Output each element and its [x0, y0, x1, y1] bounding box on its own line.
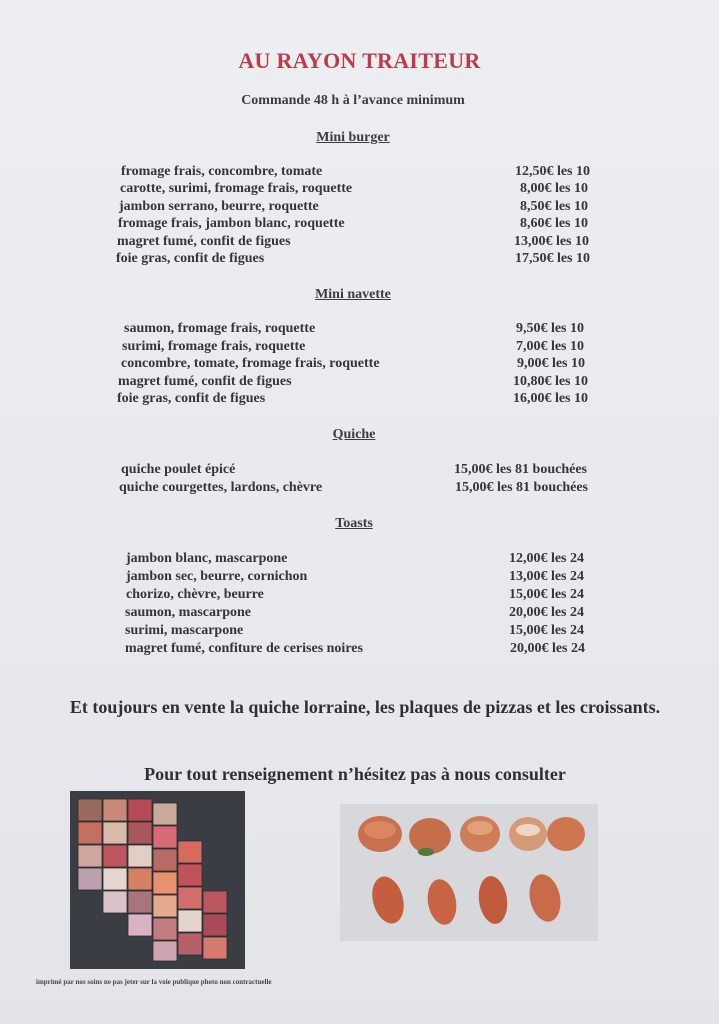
item-name: jambon sec, beurre, cornichon — [126, 569, 308, 584]
item-price: 12,00€ les 24 — [508, 551, 584, 566]
section-heading-mini-burger: Mini burger — [316, 130, 390, 145]
item-name: foie gras, confit de figues — [117, 391, 266, 406]
item-name: chorizo, chèvre, beurre — [126, 587, 264, 602]
item-name: jambon serrano, beurre, roquette — [119, 199, 319, 214]
menu-item — [119, 199, 588, 217]
item-price: 15,00€ les 81 bouchées — [455, 480, 588, 495]
item-name: fromage frais, jambon blanc, roquette — [118, 216, 345, 231]
item-name: carotte, surimi, fromage frais, roquette — [120, 181, 353, 196]
item-name: concombre, tomate, fromage frais, roquette — [121, 356, 380, 371]
menu-item — [119, 480, 588, 498]
menu-item — [124, 321, 584, 339]
item-name: magret fumé, confit de figues — [117, 234, 291, 249]
item-price: 7,00€ les 10 — [515, 339, 584, 354]
item-price: 10,80€ les 10 — [512, 374, 588, 389]
item-name: saumon, fromage frais, roquette — [124, 321, 316, 336]
item-name: quiche poulet épicé — [121, 462, 236, 477]
menu-item — [121, 164, 590, 182]
item-price: 15,00€ les 24 — [508, 587, 584, 602]
item-price: 15,00€ les 81 bouchées — [454, 462, 587, 477]
menu-item — [126, 587, 584, 605]
item-name: magret fumé, confit de figues — [118, 374, 292, 389]
menu-item — [118, 374, 588, 392]
menu-item — [125, 641, 585, 659]
section-heading-mini-navette: Mini navette — [315, 287, 391, 302]
contact-notice: Pour tout renseignement n’hésitez pas à nous consulter — [144, 764, 566, 784]
menu-item — [121, 462, 587, 480]
item-price: 20,00€ les 24 — [508, 605, 584, 620]
item-price: 12,50€ les 10 — [514, 164, 590, 179]
order-notice: Commande 48 h à l’avance minimum — [241, 93, 465, 108]
item-price: 8,50€ les 10 — [519, 199, 588, 214]
always-available-notice: Et toujours en vente la quiche lorraine, les plaques de pizzas et les croissants. — [69, 697, 661, 717]
burgers-navettes-photo — [340, 804, 598, 941]
menu-item — [122, 339, 584, 357]
page-title: AU RAYON TRAITEUR — [238, 48, 481, 73]
menu-item — [125, 605, 584, 623]
item-price: 16,00€ les 10 — [512, 391, 588, 406]
item-price: 17,50€ les 10 — [514, 251, 590, 266]
item-price: 9,00€ les 10 — [516, 356, 585, 371]
menu-item — [117, 391, 588, 409]
item-name: jambon blanc, mascarpone — [126, 551, 288, 566]
item-name: fromage frais, concombre, tomate — [121, 164, 323, 179]
menu-item — [120, 181, 588, 199]
item-name: surimi, mascarpone — [125, 623, 244, 638]
menu-item — [126, 569, 584, 587]
menu-item — [125, 623, 584, 641]
item-price: 15,00€ les 24 — [508, 623, 584, 638]
item-price: 13,00€ les 10 — [513, 234, 589, 249]
mini-burgers-illustration — [340, 804, 598, 941]
menu-item — [121, 356, 585, 374]
menu-item — [126, 551, 584, 569]
item-price: 8,60€ les 10 — [519, 216, 588, 231]
item-price: 8,00€ les 10 — [519, 181, 588, 196]
item-price: 13,00€ les 24 — [508, 569, 584, 584]
item-price: 9,50€ les 10 — [515, 321, 584, 336]
menu-item — [117, 234, 589, 252]
print-disclaimer: imprimé par nos soins ne pas jeter sur la voie publique photo non contractuelle — [36, 978, 272, 986]
section-heading-toasts: Toasts — [335, 516, 373, 531]
toasts-tray-illustration — [70, 791, 245, 969]
toasts-photo — [70, 791, 245, 969]
menu-item — [118, 216, 588, 234]
item-price: 20,00€ les 24 — [509, 641, 585, 656]
item-name: magret fumé, confiture de cerises noires — [125, 641, 363, 656]
item-name: quiche courgettes, lardons, chèvre — [119, 480, 323, 495]
section-heading-quiche: Quiche — [332, 427, 376, 442]
menu-item — [116, 251, 590, 269]
item-name: surimi, fromage frais, roquette — [122, 339, 306, 354]
item-name: foie gras, confit de figues — [116, 251, 265, 266]
item-name: saumon, mascarpone — [125, 605, 252, 620]
